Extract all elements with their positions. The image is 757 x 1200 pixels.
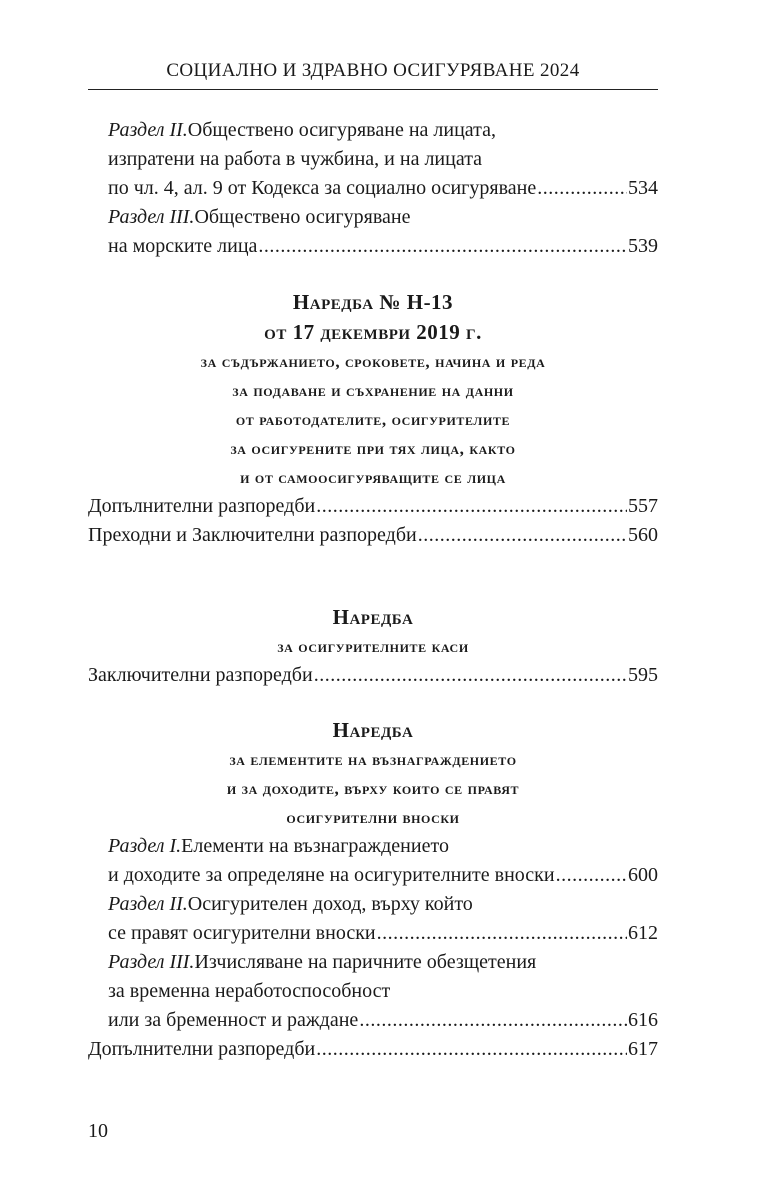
page-ref: 595 [628, 664, 658, 686]
page-ref: 617 [628, 1038, 658, 1060]
entry-text: изпратени на работа в чужбина, и на лицата [108, 148, 483, 170]
toc-entry-razdel2-line1 [88, 890, 658, 919]
running-header: СОЦИАЛНО И ЗДРАВНО ОСИГУРЯВАНЕ 2024 [166, 60, 580, 81]
page-ref: 560 [628, 524, 658, 546]
naredba-h13-subtitle-line: и от самоосигуряващите се лица [240, 468, 506, 487]
entry-text: Допълнителни разпоредби [88, 495, 316, 517]
dot-leader [258, 232, 627, 261]
toc-entry-razdel1-line2[interactable] [88, 861, 658, 890]
toc-entry-razdel3-line1 [88, 203, 658, 232]
toc-entry-razdel3-line2 [88, 977, 658, 1006]
section-label: Раздел III. [108, 206, 195, 228]
naredba-elementi-subtitle-line: осигурителни вноски [286, 808, 460, 827]
toc-entry[interactable] [88, 492, 658, 521]
naredba-elementi-subtitle-line: и за доходите, върху които се правят [226, 779, 520, 798]
entry-text: се правят осигурителни вноски [108, 922, 376, 944]
entry-text: на морските лица [108, 235, 258, 257]
naredba-kasi-title: Наредба [332, 605, 414, 629]
toc-entry[interactable] [88, 661, 658, 690]
dot-leader [537, 174, 627, 203]
dot-leader [418, 521, 627, 550]
dot-leader [314, 661, 627, 690]
entry-text: Изчисляване на паричните обезщетения [194, 951, 537, 973]
dot-leader [316, 492, 627, 521]
naredba-h13-title: Наредба № Н-13 [292, 290, 454, 314]
naredba-h13-subtitle-line: за съдържанието, сроковете, начина и реда [200, 352, 546, 371]
naredba-h13-subtitle-line: от работодателите, осигурителите [235, 410, 511, 429]
dot-leader [377, 919, 627, 948]
page-ref: 612 [628, 922, 658, 944]
page-ref: 534 [628, 177, 658, 199]
toc-entry-razdel2-line2[interactable] [88, 919, 658, 948]
page-ref: 600 [628, 864, 658, 886]
toc-entry[interactable] [88, 521, 658, 550]
page-number: 10 [88, 1120, 108, 1142]
page-ref: 539 [628, 235, 658, 257]
toc-entry-razdel3-line2[interactable] [88, 232, 658, 261]
naredba-h13-subtitle-line: за подаване и съхранение на данни [232, 381, 514, 400]
naredba-h13-date: от 17 декември 2019 г. [264, 320, 482, 344]
naredba-elementi-subtitle-line: за елементите на възнаграждението [229, 750, 517, 769]
entry-text: Осигурителен доход, върху който [187, 893, 473, 915]
page-ref: 557 [628, 495, 658, 517]
naredba-kasi-subtitle: за осигурителните каси [277, 637, 469, 656]
header-rule [88, 89, 658, 90]
toc-entry-razdel2-line2 [88, 145, 658, 174]
entry-text: Обществено осигуряване [194, 206, 411, 228]
entry-text: Заключителни разпоредби [88, 664, 313, 686]
section-label: Раздел III. [108, 951, 195, 973]
dot-leader [556, 861, 627, 890]
section-label: Раздел II. [108, 119, 188, 141]
dot-leader [316, 1035, 627, 1064]
entry-text: Допълнителни разпоредби [88, 1038, 316, 1060]
toc-entry[interactable] [88, 1035, 658, 1064]
section-label: Раздел I. [108, 835, 182, 857]
naredba-elementi-title: Наредба [332, 718, 414, 742]
entry-text: за временна неработоспособност [108, 980, 391, 1002]
toc-entry-razdel2-line1 [88, 116, 658, 145]
toc-entry-razdel3-line1 [88, 948, 658, 977]
page-ref: 616 [628, 1009, 658, 1031]
section-label: Раздел II. [108, 893, 188, 915]
entry-text: Елементи на възнаграждението [181, 835, 449, 857]
entry-text: Обществено осигуряване на лицата, [187, 119, 497, 141]
toc-entry-razdel1-line1 [88, 832, 658, 861]
toc-content [88, 116, 658, 1064]
dot-leader [359, 1006, 627, 1035]
toc-entry-razdel3-line3[interactable] [88, 1006, 658, 1035]
entry-text: Преходни и Заключителни разпоредби [88, 524, 417, 546]
entry-text: и доходите за определяне на осигурителните вноски [108, 864, 555, 886]
naredba-h13-subtitle-line: за осигурените при тях лица, както [230, 439, 516, 458]
entry-text: или за бременност и раждане [108, 1009, 359, 1031]
toc-entry-razdel2-line3[interactable] [88, 174, 658, 203]
entry-text: по чл. 4, ал. 9 от Кодекса за социално осигуряване [108, 177, 537, 199]
